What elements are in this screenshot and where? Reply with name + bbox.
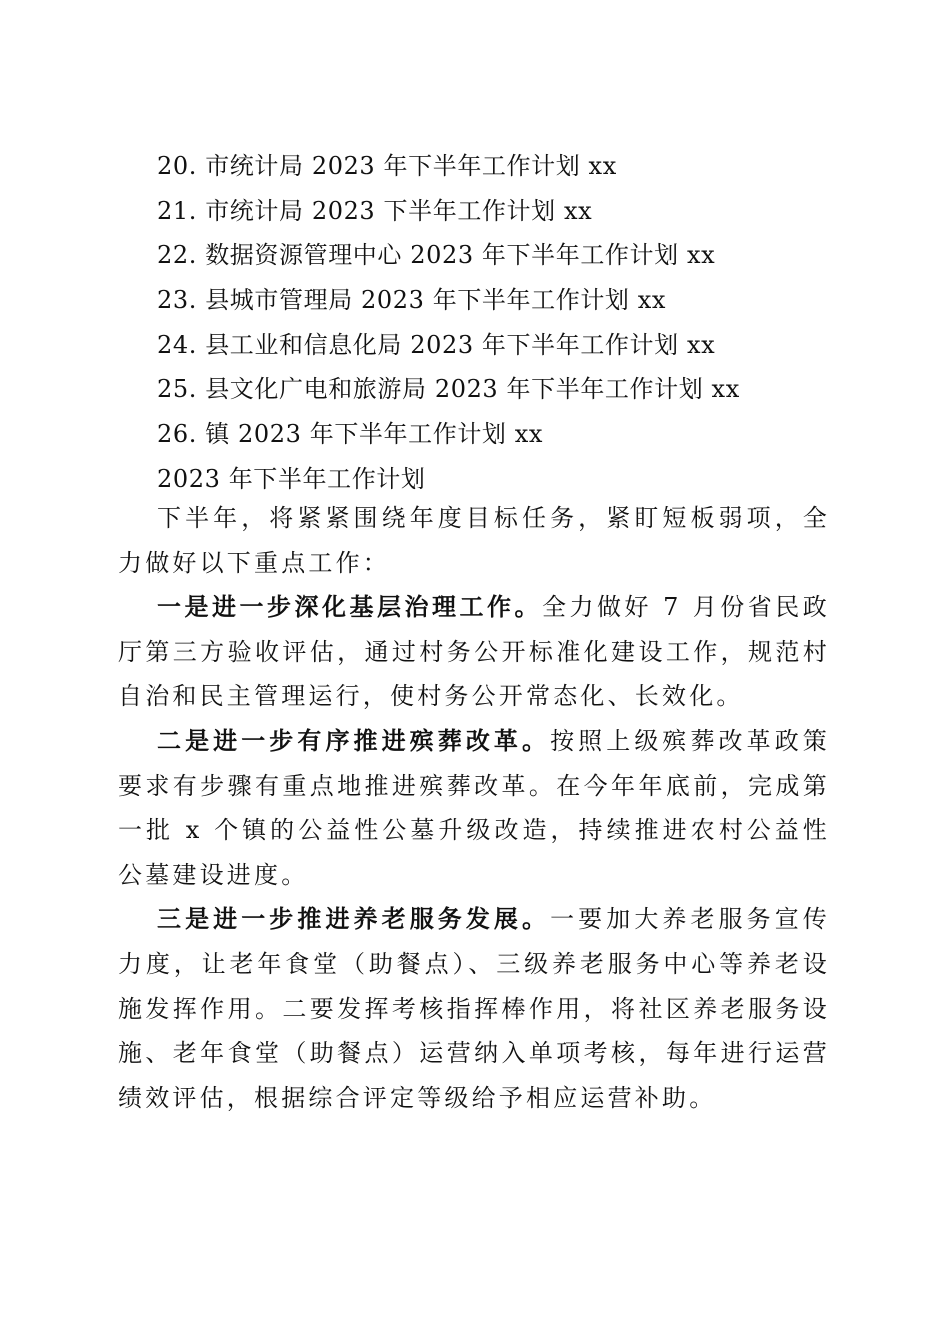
section-paragraph	[118, 585, 830, 719]
section-text: 按照上级殡葬改革政策要求有步骤有重点地推进殡葬改革。在今年年底前，完成第一批 x 个镇的公益性公墓升级改造，持续推进农村公益性公墓建设进度。	[118, 726, 830, 889]
toc-item: 25. 县文化广电和旅游局 2023 年下半年工作计划 xx	[157, 375, 740, 404]
section-lead: 三是进一步推进养老服务发展。	[157, 904, 551, 934]
toc-item: 20. 市统计局 2023 年下半年工作计划 xx	[157, 152, 617, 180]
document-body	[118, 496, 830, 1120]
section-lead: 一是进一步深化基层治理工作。	[157, 592, 543, 622]
section-paragraph	[118, 897, 830, 1120]
toc-item: 24. 县工业和信息化局 2023 年下半年工作计划 xx	[157, 330, 716, 359]
toc-item: 26. 镇 2023 年下半年工作计划 xx	[157, 420, 544, 449]
toc-item: 21. 市统计局 2023 下半年工作计划 xx	[157, 196, 593, 225]
section-lead: 二是进一步有序推进殡葬改革。	[157, 725, 551, 755]
toc-list	[157, 144, 857, 502]
document-title: 2023 年下半年工作计划	[157, 464, 426, 493]
section-text: 一要加大养老服务宣传力度，让老年食堂（助餐点）、三级养老服务中心等养老设施发挥作用。二要发挥考核指挥棒作用，将社区养老服务设施、老年食堂（助餐点）运营纳入单项考核，每年进行运营绩效评估，根据综合评定等级给予相应运营补助。	[118, 905, 830, 1112]
intro-paragraph: 下半年，将紧紧围绕年度目标任务，紧盯短板弱项，全力做好以下重点工作：	[118, 504, 830, 577]
toc-item: 22. 数据资源管理中心 2023 年下半年工作计划 xx	[157, 241, 716, 270]
toc-item: 23. 县城市管理局 2023 年下半年工作计划 xx	[157, 286, 667, 315]
section-text: 全力做好 7 月份省民政厅第三方验收评估，通过村务公开标准化建设工作，规范村自治和民主管理运行，使村务公开常态化、长效化。	[118, 593, 830, 711]
section-paragraph	[118, 719, 830, 897]
